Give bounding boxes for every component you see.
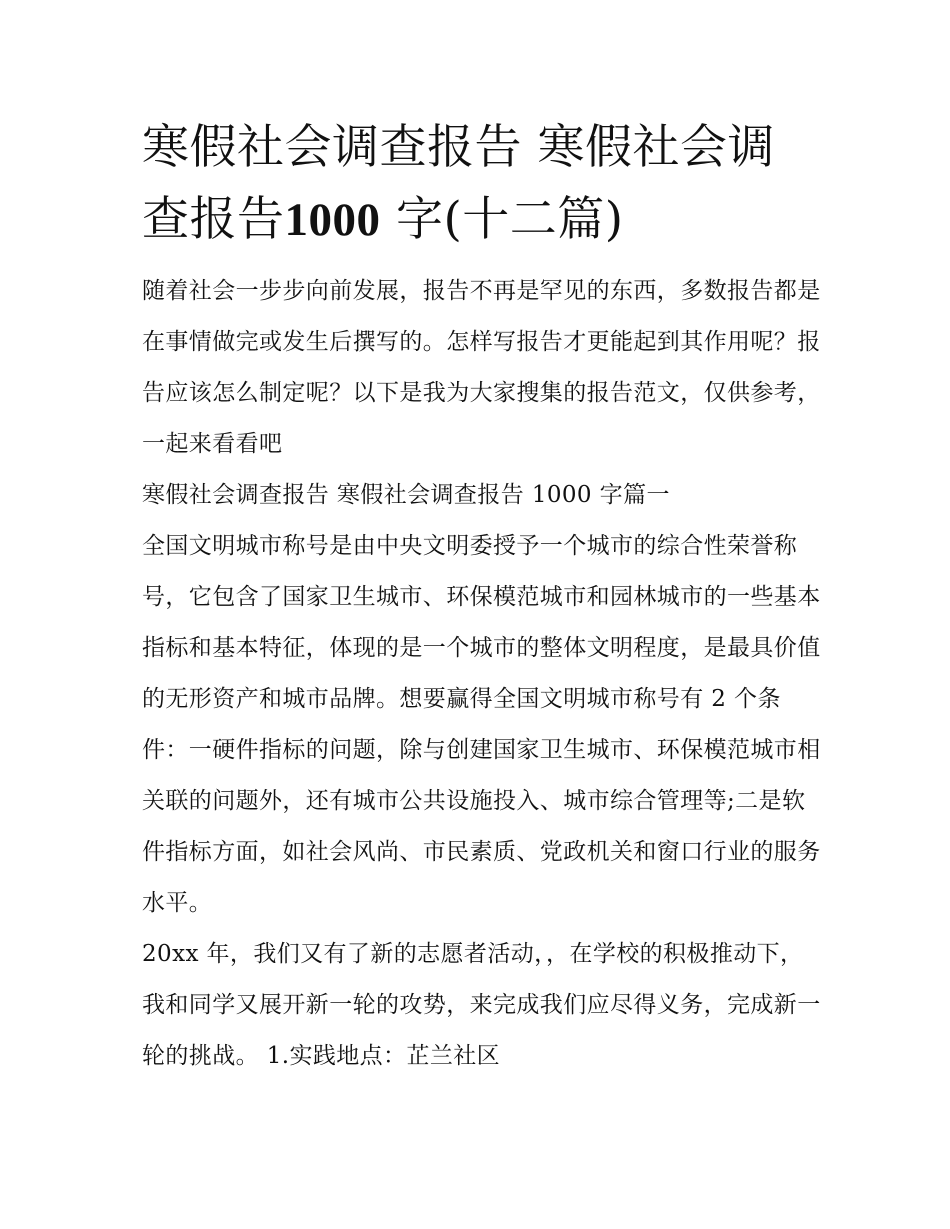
- section-heading: 寒假社会调查报告 寒假社会调查报告 1000 字篇一: [142, 482, 670, 508]
- title-number: 1000: [284, 194, 381, 246]
- document-page: [142, 112, 822, 1082]
- intro-paragraph: 随着社会一步步向前发展，报告不再是罕见的东西，多数报告都是在事情做完或发生后撰写的。怎样写报告才更能起到其作用呢？报告应该怎么制定呢？以下是我为大家搜集的报告范文，仅供参考，一起来看看吧: [142, 278, 821, 457]
- body-paragraph: 全国文明城市称号是由中央文明委授予一个城市的综合性荣誉称号，它包含了国家卫生城市、环保模范城市和园林城市的一些基本指标和基本特征，体现的是一个城市的整体文明程度，是最具价值的无形资产和城市品牌。想要赢得全国文明城市称号有 2 个条件：一硬件指标的问题，除与创建国家卫生城市、环保模范城市相关联的问题外，还有城市公共设施投入、城市综合管理等;二是软件指标方面，如社会风尚、市民素质、党政机关和窗口行业的服务水平。: [142, 533, 821, 916]
- document-title: [142, 112, 822, 256]
- title-text-part2: 字(十二篇): [380, 192, 624, 247]
- body-paragraph: 20xx 年，我们又有了新的志愿者活动，，在学校的积极推动下，我和同学又展开新一轮的攻势，来完成我们应尽得义务，完成新一轮的挑战。 1.实践地点：芷兰社区: [142, 941, 821, 1069]
- title-text-part1: 寒假社会调查报告 寒假社会调查报告: [142, 120, 775, 247]
- document-body: [142, 266, 822, 1082]
